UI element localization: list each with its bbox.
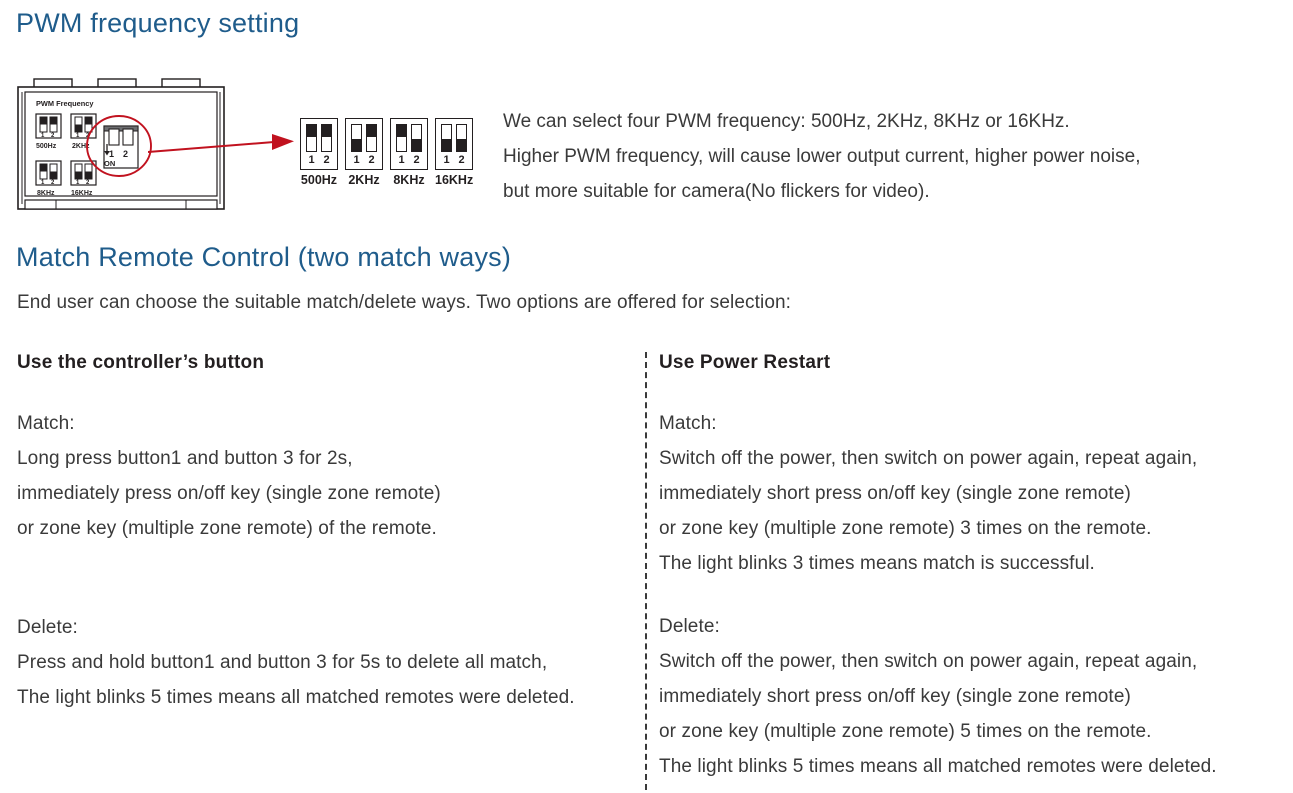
dip-frequency-label: 500Hz [300, 173, 338, 187]
dip-legend-item-8khz [390, 118, 428, 187]
dip-slider-1 [351, 124, 362, 152]
right-match-label: Match: [659, 413, 717, 434]
dip-pin-number: 1 [353, 154, 360, 166]
left-delete-label: Delete: [17, 617, 78, 638]
right-match-line: Switch off the power, then switch on power again, repeat again, [659, 448, 1198, 469]
pwm-description-line: We can select four PWM frequency: 500Hz, 2KHz, 8KHz or 16KHz. [503, 111, 1070, 132]
svg-text:8KHz: 8KHz [37, 190, 55, 197]
svg-text:1: 1 [76, 180, 80, 186]
dip-legend-item-500hz [300, 118, 338, 187]
svg-text:1: 1 [41, 133, 45, 139]
dip-pin-number: 1 [308, 154, 315, 166]
svg-text:16KHz: 16KHz [71, 190, 93, 197]
dip-switch-graphic [390, 118, 428, 170]
callout-on-label: ON [104, 159, 116, 168]
right-match-line: or zone key (multiple zone remote) 3 times on the remote. [659, 518, 1152, 539]
column-divider [645, 352, 647, 790]
dip-switch-legend [300, 118, 473, 187]
dip-slider-2 [411, 124, 422, 152]
left-match-label: Match: [17, 413, 75, 434]
svg-text:2: 2 [51, 133, 55, 139]
controller-dip-switch-actual [104, 126, 138, 168]
dip-switch-graphic [345, 118, 383, 170]
svg-text:1: 1 [76, 133, 80, 139]
right-delete-label: Delete: [659, 616, 720, 637]
dip-pin-number: 1 [398, 154, 405, 166]
svg-text:2: 2 [123, 149, 129, 159]
dip-legend-item-2khz [345, 118, 383, 187]
pwm-description-line: Higher PWM frequency, will cause lower output current, higher power noise, [503, 146, 1141, 167]
pwm-description [503, 104, 1141, 209]
right-delete-line: immediately short press on/off key (single zone remote) [659, 686, 1131, 707]
match-intro-text: End user can choose the suitable match/delete ways. Two options are offered for selection: [17, 292, 792, 313]
column-controller-button [17, 352, 637, 715]
svg-text:2: 2 [86, 180, 90, 186]
controller-base [25, 200, 217, 209]
dip-legend-item-16khz [435, 118, 473, 187]
callout-arrow [148, 130, 298, 162]
dip-pin-number: 2 [458, 154, 465, 166]
left-match-line: or zone key (multiple zone remote) of the remote. [17, 518, 437, 539]
right-delete-line: The light blinks 5 times means all matched remotes were deleted. [659, 756, 1217, 777]
page-title-pwm-frequency-setting: PWM frequency setting [16, 8, 300, 38]
dip-slider-1 [441, 124, 452, 152]
pwm-description-line: but more suitable for camera(No flickers for video). [503, 181, 930, 202]
left-delete-line: The light blinks 5 times means all matched remotes were deleted. [17, 687, 575, 708]
dip-frequency-label: 8KHz [393, 173, 425, 187]
dip-frequency-label: 16KHz [435, 173, 474, 187]
svg-text:2: 2 [86, 133, 90, 139]
dip-pin-number: 2 [368, 154, 375, 166]
right-delete-line: or zone key (multiple zone remote) 5 times on the remote. [659, 721, 1152, 742]
dip-switch-graphic [300, 118, 338, 170]
left-delete-block [17, 610, 637, 715]
dip-pin-number: 2 [413, 154, 420, 166]
svg-text:1: 1 [109, 149, 115, 159]
dip-slider-2 [321, 124, 332, 152]
dip-slider-2 [456, 124, 467, 152]
column-title-left: Use the controller’s button [17, 352, 265, 373]
left-match-line: immediately press on/off key (single zone remote) [17, 483, 441, 504]
column-power-restart [659, 352, 1289, 784]
controller-dip-16khz [71, 161, 96, 197]
right-match-line: immediately short press on/off key (single zone remote) [659, 483, 1131, 504]
svg-text:2KHz: 2KHz [72, 143, 90, 150]
right-delete-line: Switch off the power, then switch on power again, repeat again, [659, 651, 1198, 672]
dip-slider-2 [366, 124, 377, 152]
right-match-block [659, 406, 1289, 581]
svg-text:2: 2 [51, 180, 55, 186]
dip-slider-1 [396, 124, 407, 152]
section-title-match-remote-control: Match Remote Control (two match ways) [16, 242, 512, 272]
right-delete-block [659, 609, 1289, 784]
left-delete-line: Press and hold button1 and button 3 for 5s to delete all match, [17, 652, 548, 673]
dip-switch-graphic [435, 118, 473, 170]
dip-frequency-label: 2KHz [348, 173, 380, 187]
svg-text:500Hz: 500Hz [36, 143, 57, 150]
left-match-line: Long press button1 and button 3 for 2s, [17, 448, 353, 469]
dip-pin-number: 1 [443, 154, 450, 166]
left-match-block [17, 406, 637, 546]
panel-label-pwm-frequency: PWM Frequency [36, 99, 94, 108]
dip-pin-number: 2 [323, 154, 330, 166]
svg-text:1: 1 [41, 180, 45, 186]
dip-slider-1 [306, 124, 317, 152]
column-title-right: Use Power Restart [659, 352, 831, 373]
right-match-line: The light blinks 3 times means match is successful. [659, 553, 1095, 574]
